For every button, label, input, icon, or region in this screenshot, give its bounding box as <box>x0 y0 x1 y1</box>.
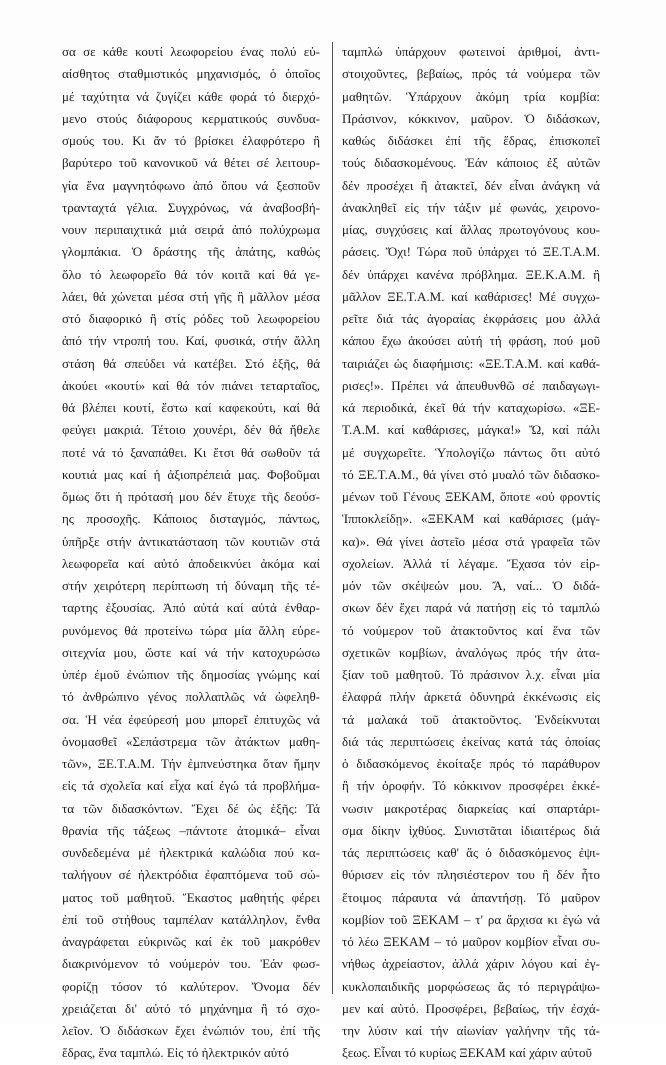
text-line: αίσθητος σταθμιστικός μηχανισμός, ὁ ὁποῖος <box>62 66 320 82</box>
text-line: ράσεις. Ὄχι! Τώρα ποῦ ὑπάρχει τό ΞΕ.Τ.Α.Μ. <box>342 244 600 260</box>
text-line: θύρισεν εἰς τόν πλησιέστερον του ἢ δέν ἦτο <box>342 867 600 883</box>
text-line: φεύγει μακριά. Τέτοιο χουνέρι, δέν θά ἤθελε <box>62 422 320 438</box>
text-line: καθώς διδάσκει ἐπί τῆς ἕδρας, ἐπισκοπεῖ <box>342 133 600 148</box>
text-line: θρανία τῆς τάξεως –πάντοτε ἀτομικά– εἶναι <box>62 822 320 838</box>
text-line: ἀνακληθεῖ εἰς τήν τάξιν μέ φωνάς, χειρονο- <box>342 199 600 215</box>
text-line: Τ.Α.Μ. καί καθάρισες, μάγκα!» Ὤ, καί πάλι <box>342 422 600 438</box>
text-line: μαθητῶν. Ὑπάρχουν ἀκόμη τρία κομβία: <box>342 88 600 104</box>
text-line: ης προσοχῆς. Κάποιος δισταγμός, πάντως, <box>62 511 320 527</box>
text-line: ποτέ νά τό ξαναπάθει. Κι ἔτσι θά σωθοῦν τά <box>62 444 320 460</box>
text-line: Πράσινον, κόκκινον, μαῦρον. Ὁ διδάσκων, <box>342 110 600 126</box>
text-line: ἢ τήν ὀροφήν. Τό κόκκινον προσφέρει ἐκκέ- <box>342 778 600 794</box>
text-line: τό ΞΕ.Τ.Α.Μ., θά γίνει στό μυαλό τῶν διδασκο- <box>342 466 600 482</box>
text-line: σα σε κάθε κουτί λεωφορείου ένας πολύ εὐ- <box>62 44 320 59</box>
text-line: ταιριάζει ὡς διαφήμισις: «ΞΕ.Τ.Α.Μ. καί καθά- <box>342 355 600 371</box>
text-line: ὅμως ὅτι ἡ πρότασή μου δέν ἔτυχε τῆς δεούσ- <box>62 489 320 504</box>
text-column-right <box>342 41 600 1065</box>
text-line: ὀνομασθεῖ «Σεπάστρεμα τῶν ἀτάκτων μαθη- <box>62 733 320 749</box>
text-line: σα. Ἡ νέα ἐφεύρεσή μου μπορεῖ ἐπιτυχῶς νά <box>62 711 320 727</box>
text-line: τρανταχτά γέλια. Συγχρόνως, νά ἀναβοσβή- <box>62 199 320 215</box>
text-line: μίας, συγχύσεις καί ἄλλας πρωτογόνους κου- <box>342 222 600 237</box>
text-line: κα)». Θά γίνει ἀστεῖο μέσα στά γραφεῖα τῶν <box>342 533 600 549</box>
text-line: δέν ὑπάρχει κανένα πρόβλημα. ΞΕ.Κ.Α.Μ. ἢ <box>342 266 600 282</box>
text-line: τούς διδασκομένους. Ἐάν κάποιος ἐξ αὐτῶν <box>342 155 600 171</box>
text-line: θά βλέπει κουτί, ἔστω καί καφεκούτι, καί θά <box>62 400 320 415</box>
text-line: κομβίον τοῦ ΞΕΚΑΜ – τ' ρα ἄρχισα κι ἐγώ νά <box>342 911 600 927</box>
text-line: λεῖον. Ὁ διδάσκων ἔχει ἐνώπιόν του, ἐπί τῆς <box>62 1023 320 1038</box>
text-line: μέ συγχωρεῖτε. Ὑπολογίζω πάντως ὅτι αὐτό <box>342 444 600 460</box>
text-line: διακρινόμενον τό νούμερόν του. Ἐάν φωσ- <box>62 956 320 972</box>
text-line: εἰς τά σχολεῖα καί εἶχα καί ἐγώ τά προβλήμα- <box>62 778 320 794</box>
text-line: τό λέω ΞΕΚΑΜ – τό μαῦρον κομβίον εἶναι συ- <box>342 934 600 949</box>
text-line: ὑπῆρξε στήν ἀντικατάσταση τῶν κουτιῶν στά <box>62 533 320 549</box>
text-line: σιτεχνία μου, ὥστε καί νά τήν κατοχυρώσω <box>62 644 320 660</box>
text-line: σχολείων. Ἀλλά τί λέγαμε. Ἔχασα τόν εἱρ- <box>342 555 600 571</box>
text-line: ἀπό τήν ντροπή του. Καί, φυσικά, στήν ἄλλη <box>62 333 320 349</box>
text-line: σμούς του. Κι ἄν τό βρίσκει ἐλαφρότερο ἢ <box>62 133 320 148</box>
text-line: μεν καί αὐτό. Προσφέρει, βεβαίως, τήν ἐσχά- <box>342 1000 600 1016</box>
text-column-left <box>62 41 320 1065</box>
text-line: ταρτης ἐξουσίας. Ἀπό αὐτά καί αὐτά ἐνθαρ- <box>62 600 320 616</box>
text-line: νωσιν μακροτέρας διαρκείας καί σπαρτάρι- <box>342 800 600 816</box>
text-line: φορίζῃ τόσον τό καλύτερον. Ὄνομα δέν <box>62 978 320 994</box>
text-line: στήν χειρότερη περίπτωση τή δύναμη τῆς τέ- <box>62 578 320 593</box>
text-line: τάς περιπτώσεις καθ' ἅς ὁ διδασκόμενος ἐψι- <box>342 845 600 860</box>
text-line: την λύσιν καί τήν αἰωνίαν γαλήνην τῆς τά- <box>342 1023 600 1038</box>
text-line: συνδεδεμένα μέ ἠλεκτρικά καλώδια πού κα- <box>62 845 320 860</box>
text-line: ἕτοιμος πάραυτα νά ἀπαντήσῃ. Τό μαῦρον <box>342 889 600 905</box>
text-line: κυκλοπαιδικῆς μορφώσεως ἄς τό περιγράψω- <box>342 978 600 994</box>
text-line: μένων τοῦ Γένους ΞΕΚΑΜ, ὅποτε «οὐ φροντίς <box>342 489 600 504</box>
text-line: ματος τοῦ μαθητοῦ. Ἕκαστος μαθητής φέρει <box>62 889 320 905</box>
text-line: λεωφορεῖα καί αὐτό ἀποδεικνύει ἀκόμα καί <box>62 555 320 571</box>
text-line: στό διαφορικό ἢ στίς ρόδες τοῦ λεωφορείου <box>62 311 320 326</box>
text-line: κάπου ἔχω ἀκούσει αὐτή τή φράση, πού μοῦ <box>342 333 600 349</box>
text-line: σκων δέν ἔχει παρά νά πατήσῃ εἰς τό ταμπλώ <box>342 600 600 616</box>
text-line: ὑπέρ ἐμοῦ ἐνώπιον τῆς δημοσίας γνώμης καί <box>62 667 320 682</box>
text-line: διά τάς περιπτώσεις ἐκείνας κατά τάς ὁποίας <box>342 733 600 749</box>
text-line: ρεῖτε διά τάς ἀγοραίας ἐκφράσεις μου ἀλλά <box>342 311 600 326</box>
text-line: ξίαν τοῦ μαθητοῦ. Τό πράσινον λ.χ. εἶναι μία <box>342 667 600 682</box>
text-line: μόν τῶν σκέψεών μου. Ἄ, ναί... Ὁ διδά- <box>342 578 600 593</box>
text-line: ὅλο τό λεωφορεῖο θά τόν κοιτᾶ καί θά γε- <box>62 266 320 282</box>
text-line: ἀκούει «κουτί» καί θά τόν πιάνει τεταρταῖος, <box>62 377 320 393</box>
text-line: ξεως. Εἶναι τό κυρίως ΞΕΚΑΜ καί χάριν αὐτοῦ <box>342 1045 592 1061</box>
text-line: Ἱπποκλείδῃ». «ΞΕΚΑΜ καί καθάρισες (μάγ- <box>342 511 600 527</box>
text-line: τά μαλακά τοῦ ἀτακτοῦντος. Ἐνδείκνυται <box>342 711 600 727</box>
text-line: τό ἀνθρώπινο γένος πολλαπλῶς νά ὠφεληθ- <box>62 689 320 705</box>
text-line: στάση θά σπεύδει νά κατέβει. Στό ἑξῆς, θά <box>62 355 320 371</box>
text-line: μέ ταχύτητα νά ζυγίζει κάθε φορά τό διερχό- <box>62 88 320 104</box>
column-divider <box>332 42 333 994</box>
text-line: στοιχοῦντες, βεβαίως, πρός τά νούμερα τῶν <box>342 66 600 82</box>
text-line: ἀναγράφεται εὐκρινῶς καί ἐκ τοῦ μακρόθεν <box>62 934 320 949</box>
text-line: νουν περιπαιχτικά μιά σειρά ἀπό πολύχρωμα <box>62 222 320 237</box>
text-line: σμα δίκην ἰχθύος. Συνιστᾶται ἰδιαιτέρως διά <box>342 822 600 838</box>
text-line: μᾶλλον ΞΕ.Τ.Α.Μ. καί καθάρισες! Μέ συγχω- <box>342 288 600 304</box>
text-line: χρειάζεται δι' αὐτό τό μηχάνημα ἢ τό σχο- <box>62 1000 320 1016</box>
text-line: ρισες!». Πρέπει νά ἀπευθυνθῶ σέ παιδαγωγι- <box>342 377 600 393</box>
text-line: σχετικῶν κομβίων, ἀναλόγως πρός τήν ἀτα- <box>342 644 600 660</box>
text-line: ταλήγουν σέ ἠλεκτρόδια ἐφαπτόμενα τοῦ σώ- <box>62 867 320 883</box>
text-line: τα τῶν διδασκόντων. Ἔχει δέ ὡς ἑξῆς: Τά <box>62 800 320 816</box>
text-line: ρυνόμενος θά προτείνω τώρα μία ἄλλη εὑρε- <box>62 622 320 638</box>
text-line: ὁ διδασκόμενος ἐκοίταξε πρός τό παράθυρον <box>342 756 600 771</box>
text-line: μενο στούς διάφορους κερματικούς συνδυα- <box>62 110 320 126</box>
text-line: τῶν», ΞΕ.Τ.Α.Μ. Τήν ἐμπνεύστηκα ὅταν ἤμην <box>62 756 320 771</box>
text-line: τό νούμερον τοῦ ἀτακτοῦντος καί ἕνα τῶν <box>342 622 600 638</box>
text-line: δέν προσέχει ἢ ἀτακτεῖ, δέν εἶναι ἀνάγκη νά <box>342 177 600 193</box>
text-line: νήθως ἀχρείαστον, ἀλλά χάριν λόγου καί ἐγ- <box>342 956 600 972</box>
text-line: ἐπί τοῦ στήθους ταμπέλαν κατάλληλον, ἔνθα <box>62 911 320 927</box>
text-line: ἕδρας, ἕνα ταμπλώ. Εἰς τό ἠλεκτρικόν αὐτό <box>62 1045 289 1061</box>
text-line: ταμπλώ ὑπάρχουν φωτεινοί ἀριθμοί, ἀντι- <box>342 44 600 59</box>
text-line: γλομπάκια. Ὁ δράστης τῆς ἀπάτης, καθώς <box>62 244 320 260</box>
text-line: γία ἕνα μαγνητόφωνο ἀπό ὅπου νά ξεσποῦν <box>62 177 320 193</box>
text-line: κουτιά μας καί ἡ ἀξιοπρέπειά μας. Φοβοῦμαι <box>62 466 320 482</box>
text-line: ἐλαφρά πλήν ἀρκετά ὀδυνηρά ἐκκένωσις εἰς <box>342 689 600 705</box>
text-line: κά περιοδικά, ἐκεῖ θά τήν καταχωρίσω. «ΞΕ- <box>342 400 600 415</box>
text-line: λάει, θά χώνεται μέσα στή γῆς ἢ μᾶλλον μέσα <box>62 288 320 304</box>
text-line: βαρύτερο τοῦ κανονικοῦ νά θέτει σέ λειτουρ- <box>62 155 320 171</box>
